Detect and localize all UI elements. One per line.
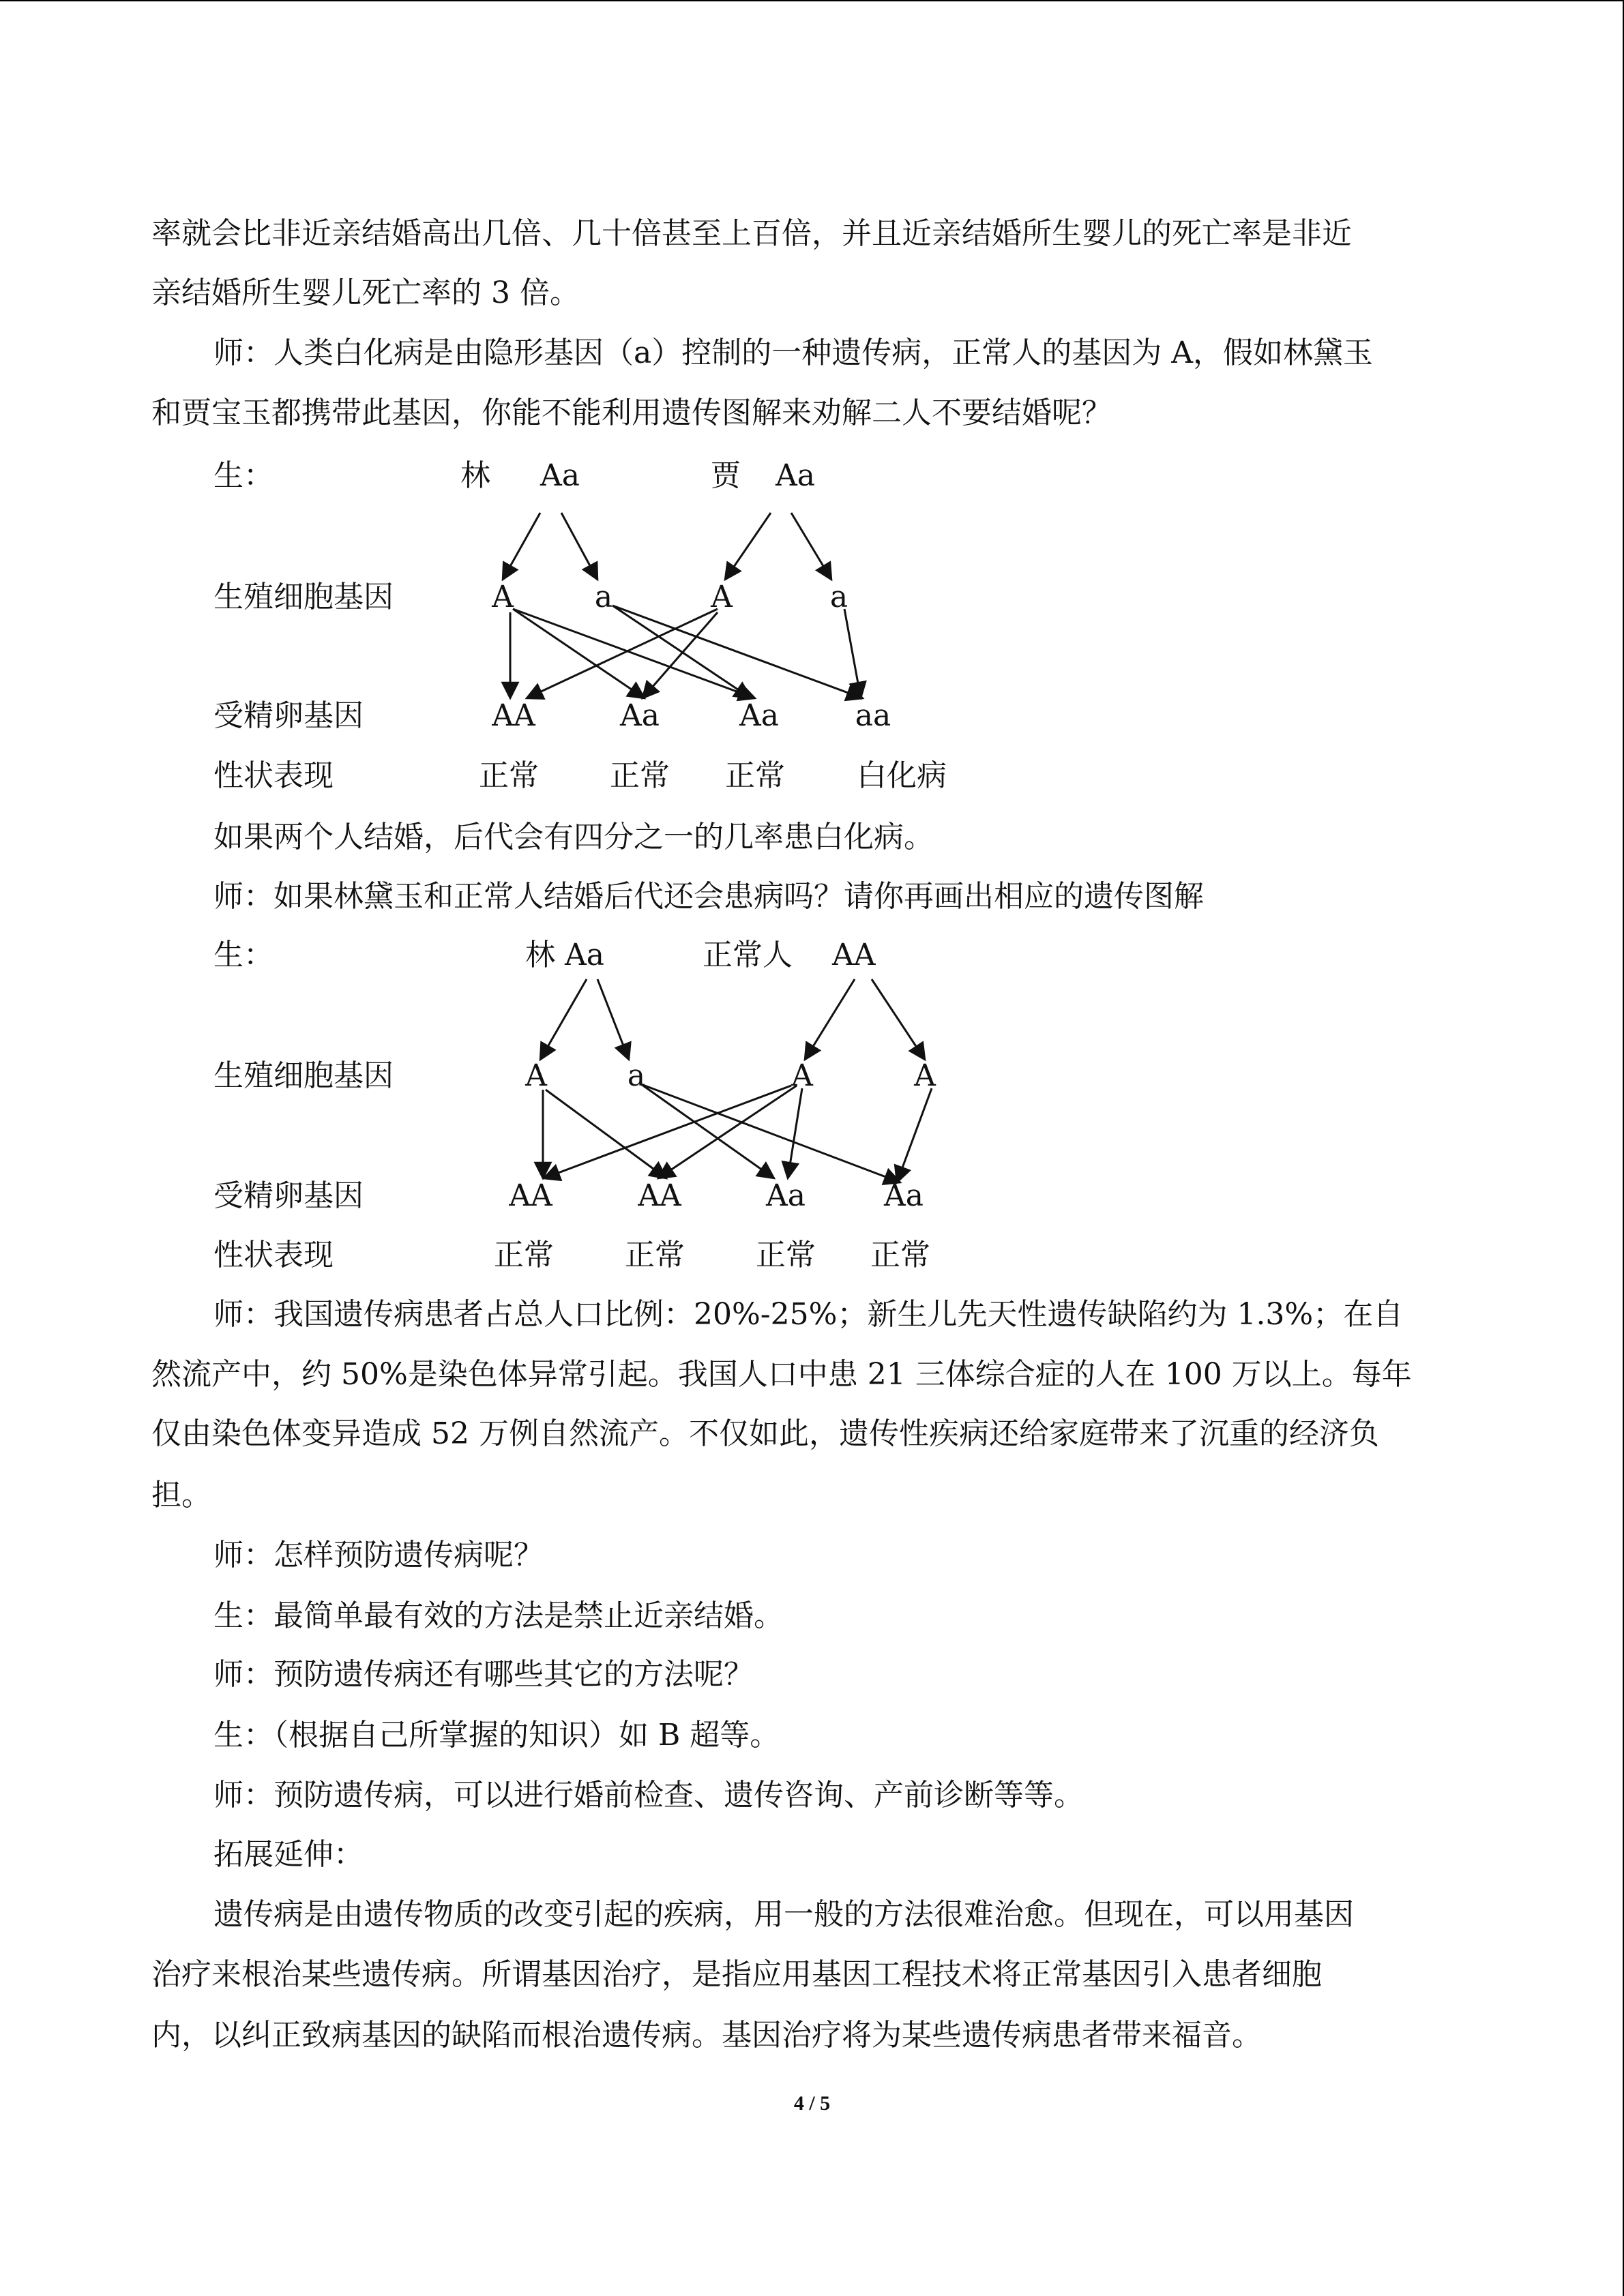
arrow <box>872 979 925 1060</box>
arrow <box>546 1090 666 1178</box>
teacher-question-line: 师：预防遗传病还有哪些其它的方法呢？ <box>213 1657 754 1692</box>
trait: 正常 <box>725 758 785 793</box>
extension-paragraph-line: 内，以纠正致病基因的缺陷而根治遗传病。基因治疗将为某些遗传病患者带来福音。 <box>151 2018 1262 2053</box>
zygote: Aa <box>883 1178 924 1213</box>
arrow <box>503 513 540 580</box>
trait: 正常 <box>756 1238 816 1272</box>
gamete: a <box>829 580 848 614</box>
arrow <box>643 612 718 698</box>
trait: 正常 <box>610 758 670 793</box>
section-heading: 拓展延伸： <box>213 1837 364 1872</box>
zygote: AA <box>492 698 535 733</box>
arrow <box>725 513 771 580</box>
gamete: A <box>914 1058 936 1093</box>
arrow <box>612 606 863 698</box>
arrow <box>597 979 629 1060</box>
trait: 白化病 <box>857 758 947 793</box>
paragraph-line: 亲结婚所生婴儿死亡率的 3 倍。 <box>151 275 580 310</box>
gamete: a <box>627 1058 646 1093</box>
zygote: Aa <box>765 1178 806 1213</box>
conclusion-line: 如果两个人结婚，后代会有四分之一的几率患白化病。 <box>213 820 934 854</box>
teacher-question-line: 师：如果林黛玉和正常人结婚后代还会患病吗？请你再画出相应的遗传图解 <box>213 879 1204 914</box>
zygote: Aa <box>619 698 660 733</box>
arrow <box>513 609 755 698</box>
extension-paragraph-line: 治疗来根治某些遗传病。所谓基因治疗，是指应用基因工程技术将正常基因引入患者细胞 <box>151 1957 1322 1992</box>
traits-row-label: 性状表现 <box>213 758 334 793</box>
student-answer-line: 生：最简单最有效的方法是禁止近亲结婚。 <box>213 1598 784 1633</box>
arrow <box>805 979 855 1060</box>
arrow <box>844 609 861 698</box>
zygote: Aa <box>739 698 780 733</box>
trait: 正常 <box>870 1238 930 1272</box>
student-label: 生： <box>213 458 274 493</box>
paragraph-line: 率就会比非近亲结婚高出几倍、几十倍甚至上百倍，并且近亲结婚所生婴儿的死亡率是非近 <box>151 216 1352 251</box>
gametes-row-label: 生殖细胞基因 <box>213 1058 394 1093</box>
arrow <box>791 513 831 580</box>
arrow <box>612 606 751 698</box>
zygotes-row-label: 受精卵基因 <box>213 1178 364 1213</box>
parent-jia-label: 贾 <box>711 458 741 493</box>
parent-lin-label: 林 Aa <box>525 938 604 972</box>
arrow <box>540 979 587 1060</box>
arrow <box>897 1088 932 1182</box>
teacher-statement-line: 然流产中，约 50%是染色体异常引起。我国人口中患 21 三体综合症的人在 100 万以上。每年 <box>151 1357 1412 1392</box>
student-answer-line: 生：（根据自己所掌握的知识）如 B 超等。 <box>213 1718 780 1753</box>
teacher-statement-line: 师：预防遗传病，可以进行婚前检查、遗传咨询、产前诊断等等。 <box>213 1778 1084 1813</box>
student-label: 生： <box>213 938 274 972</box>
extension-paragraph-line: 遗传病是由遗传物质的改变引起的疾病，用一般的方法很难治愈。但现在，可以用基因 <box>213 1897 1354 1932</box>
parent-lin-genotype: Aa <box>540 458 580 493</box>
traits-row-label: 性状表现 <box>213 1238 334 1272</box>
zygote: AA <box>509 1178 552 1213</box>
zygote: aa <box>855 698 891 733</box>
gamete: A <box>492 580 514 614</box>
arrow <box>527 609 718 698</box>
parent-normal-label: 正常人 <box>703 938 793 972</box>
zygote: AA <box>638 1178 681 1213</box>
arrow <box>641 1084 774 1178</box>
gamete: A <box>791 1058 813 1093</box>
trait: 正常 <box>479 758 539 793</box>
trait: 正常 <box>625 1238 685 1272</box>
teacher-question-line: 师：人类白化病是由隐形基因（a）控制的一种遗传病，正常人的基因为 A，假如林黛玉 <box>213 336 1373 370</box>
trait: 正常 <box>494 1238 554 1272</box>
arrow <box>561 513 597 580</box>
teacher-statement-line: 担。 <box>151 1478 211 1512</box>
gamete: A <box>711 580 733 614</box>
gamete: a <box>594 580 613 614</box>
teacher-question-line: 师：怎样预防遗传病呢？ <box>213 1538 544 1572</box>
teacher-statement-line: 仅由染色体变异造成 52 万例自然流产。不仅如此，遗传性疾病还给家庭带来了沉重的经济负 <box>151 1416 1379 1451</box>
parent-jia-genotype: Aa <box>776 458 816 493</box>
arrow <box>788 1088 802 1178</box>
teacher-question-line: 和贾宝玉都携带此基因，你能不能利用遗传图解来劝解二人不要结婚呢？ <box>151 396 1112 430</box>
zygotes-row-label: 受精卵基因 <box>213 698 364 733</box>
page-number: 4 / 5 <box>793 2092 831 2115</box>
parent-normal-genotype: AA <box>832 938 876 972</box>
gamete: A <box>525 1058 547 1093</box>
arrow <box>641 1084 900 1182</box>
teacher-statement-line: 师：我国遗传病患者占总人口比例：20%-25%；新生儿先天性遗传缺陷约为 1.3%；在自 <box>213 1297 1404 1332</box>
gametes-row-label: 生殖细胞基因 <box>213 580 394 614</box>
arrow <box>513 609 645 698</box>
parent-lin-label: 林 <box>460 458 490 493</box>
